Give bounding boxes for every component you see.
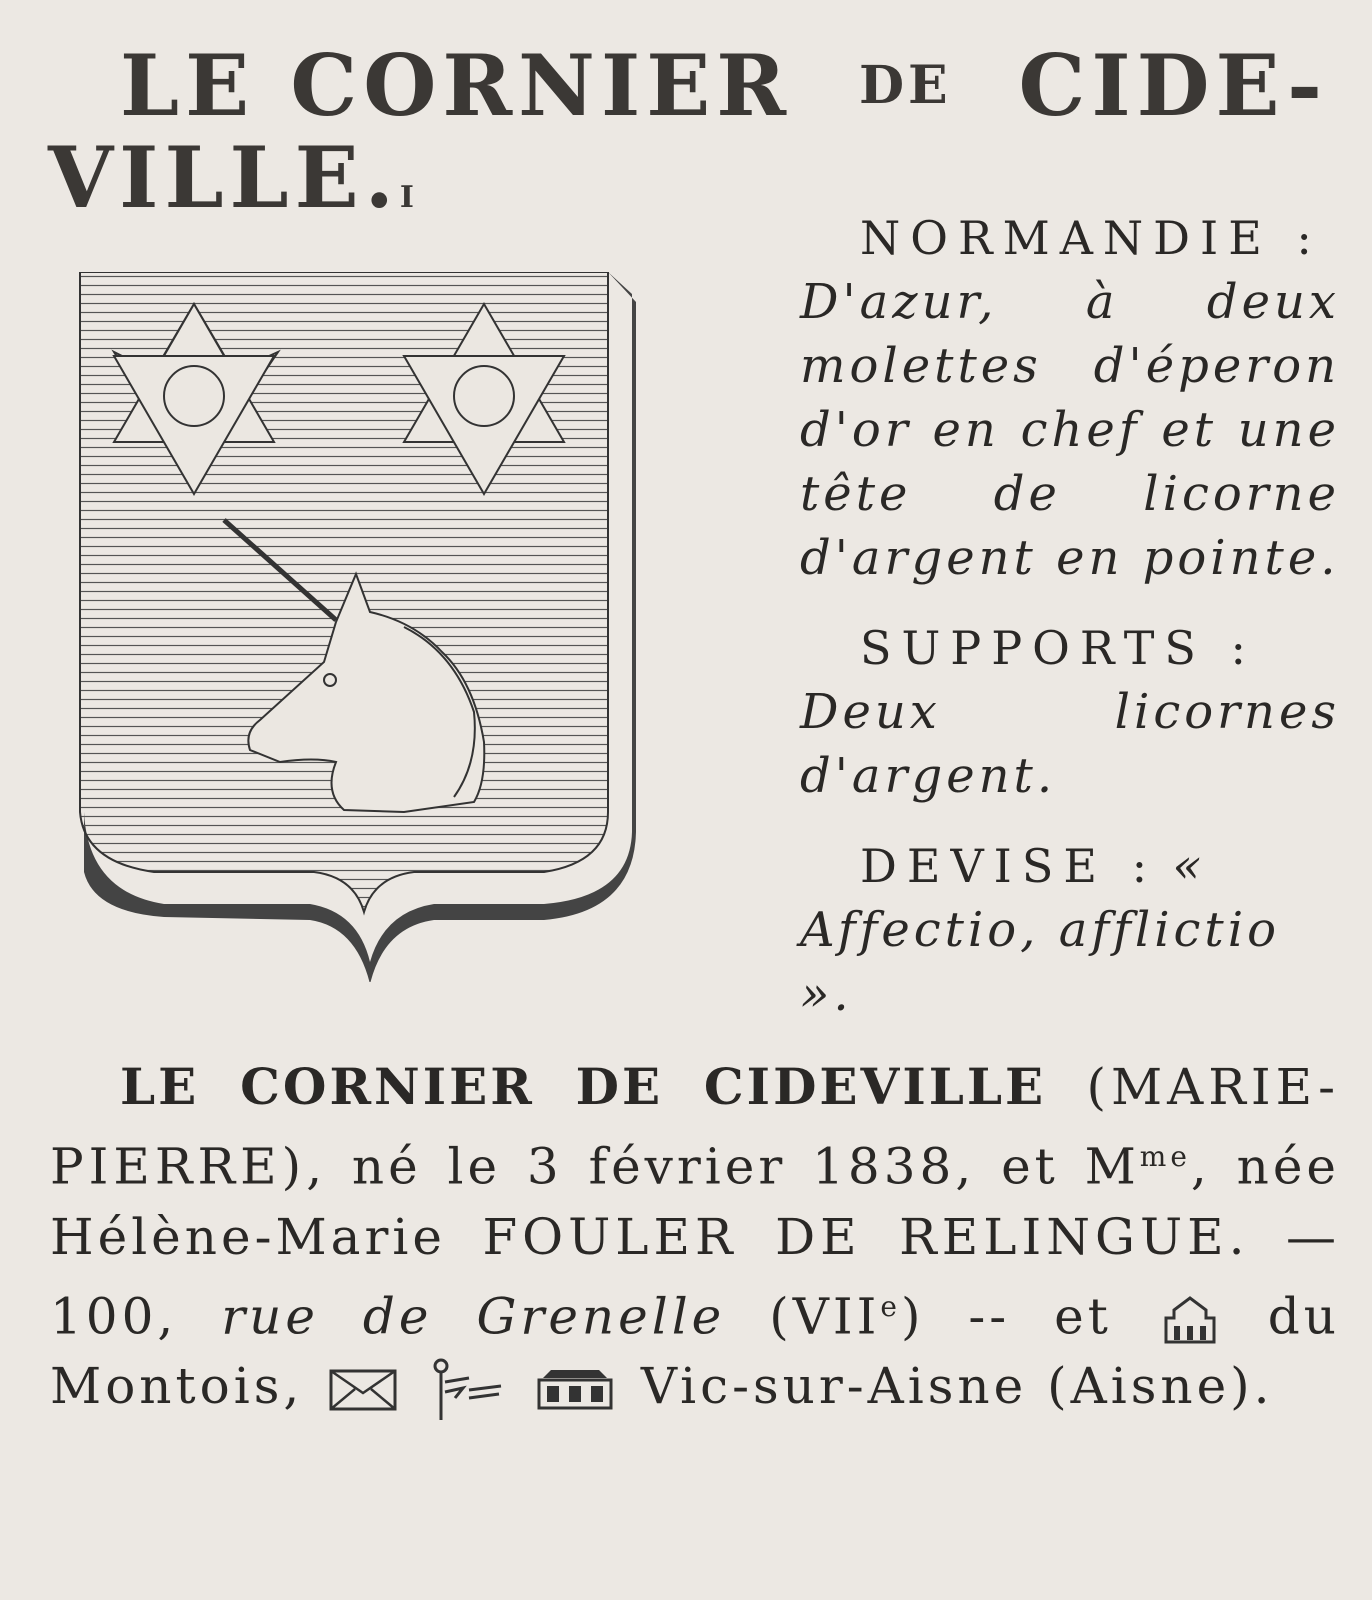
- coat-of-arms: [74, 272, 654, 982]
- chateau-name: du Montois,: [50, 1287, 1340, 1416]
- separator: -- et: [968, 1287, 1112, 1346]
- birth-info: , né le 3 février 1838, et M: [306, 1137, 1140, 1196]
- mme-sup: me: [1139, 1140, 1191, 1173]
- title-end: CIDE-: [1018, 36, 1328, 135]
- wife-name: FOULER DE RELINGUE.: [482, 1207, 1250, 1266]
- address-street: rue de Grenelle: [221, 1287, 726, 1346]
- region-label: NORMANDIE :: [860, 211, 1322, 265]
- town-name: Vic-sur-Aisne (Aisne).: [640, 1357, 1274, 1416]
- arrondissement-sup: e: [880, 1289, 901, 1323]
- castle-icon: [1162, 1296, 1218, 1344]
- devise-text: « Affectio, afflictio ».: [800, 838, 1280, 1022]
- supports-description: Deux licornes d'argent.: [800, 684, 1340, 804]
- telegraph-icon: [429, 1358, 503, 1422]
- devise-label: DEVISE :: [860, 839, 1158, 893]
- biography-entry: [50, 1052, 1340, 1422]
- title-name: LE CORNIER: [120, 36, 793, 135]
- postal-icon: [329, 1369, 397, 1411]
- address-number: — 100,: [50, 1207, 1340, 1346]
- supports-label: SUPPORTS :: [860, 621, 1257, 675]
- railway-station-icon: [535, 1368, 615, 1412]
- blazon-text: [800, 206, 1340, 1052]
- address-arrondissement: (VII: [769, 1287, 881, 1346]
- arrondissement-end: ): [900, 1287, 925, 1346]
- wife-intro: , née Hélène-Marie: [50, 1137, 1341, 1266]
- title-mark: I: [399, 180, 420, 215]
- title-line2: VILLE.: [48, 128, 400, 227]
- person-firstnames: (MARIE-PIERRE): [50, 1058, 1340, 1196]
- person-name: LE CORNIER DE CIDEVILLE: [120, 1057, 1047, 1116]
- title-particle: DE: [858, 55, 952, 116]
- arms-description: D'azur, à deux molettes d'éperon d'or en chef et une tête de licorne d'argent en pointe.: [800, 274, 1340, 586]
